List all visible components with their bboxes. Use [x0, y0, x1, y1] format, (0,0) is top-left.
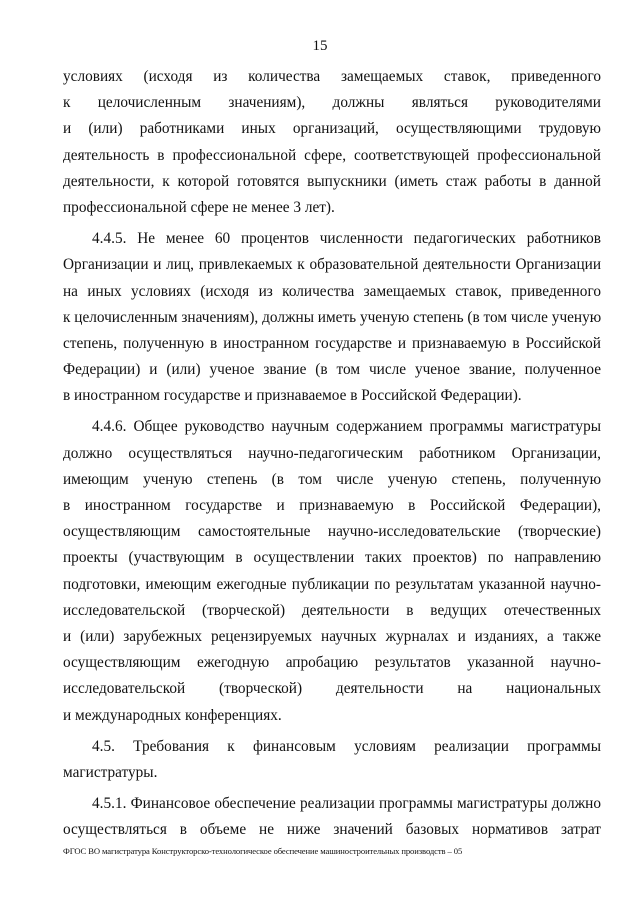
text-line: осуществляющим ежегодную апробацию результатов указанной научно-	[63, 654, 601, 672]
text-line: магистратуры.	[63, 763, 158, 781]
text-line: 4.5.1. Финансовое обеспечение реализации программы магистратуры должно	[92, 795, 601, 813]
text-line: и (или) зарубежных рецензируемых научных журналах и изданиях, а также	[63, 627, 601, 645]
text-line: Федерации) и (или) ученое звание (в том числе ученое звание, полученное	[63, 361, 601, 379]
text-line: Организации и лиц, привлекаемых к образовательной деятельности Организации	[63, 256, 601, 274]
text-line: и международных конференциях.	[63, 706, 282, 724]
text-line: 4.5. Требования к финансовым условиям реализации программы	[92, 737, 601, 755]
paragraph-continuation	[63, 64, 601, 221]
text-line: подготовки, имеющим ежегодные публикации по результатам указанной научно-	[63, 575, 601, 593]
text-line: имеющим ученую степень (в том числе ученую степень, полученную	[63, 470, 601, 488]
text-line: 4.4.5. Не менее 60 процентов численности педагогических работников	[92, 230, 601, 248]
text-line: осуществляющим самостоятельные научно-исследовательские (творческие)	[63, 523, 601, 541]
paragraph-4-4-5	[63, 226, 601, 409]
text-line: условиях (исходя из количества замещаемых ставок, приведенного	[63, 68, 601, 85]
text-line: осуществляться в объеме не ниже значений базовых нормативов затрат	[63, 821, 601, 839]
text-line: профессиональной сфере не менее 3 лет).	[63, 198, 335, 216]
text-line: к целочисленным значениям), должны являться руководителями	[63, 94, 601, 112]
text-line: к целочисленным значениям), должны иметь ученую степень (в том числе ученую	[63, 308, 602, 326]
text-line: 4.4.6. Общее руководство научным содержанием программы магистратуры	[92, 418, 601, 436]
paragraph-4-4-6	[63, 414, 601, 728]
document-body	[63, 64, 601, 843]
page-footer: ФГОС ВО магистратура Конструкторско-технологическое обеспечение машиностроительных производств – 05	[63, 846, 463, 856]
text-line: и (или) работниками иных организаций, осуществляющими трудовую	[63, 120, 601, 138]
text-line: в иностранном государстве и признаваемое в Российской Федерации).	[63, 387, 522, 405]
text-line: исследовательской (творческой) деятельности в ведущих отечественных	[63, 601, 601, 619]
text-line: деятельности, к которой готовятся выпускники (иметь стаж работы в данной	[63, 172, 601, 190]
text-line: на иных условиях (исходя из количества замещаемых ставок, приведенного	[63, 282, 601, 300]
text-line: в иностранном государстве и признаваемую в Российской Федерации),	[63, 497, 601, 514]
text-line: проекты (участвующим в осуществлении таких проектов) по направлению	[63, 549, 601, 567]
text-line: деятельность в профессиональной сфере, соответствующей профессиональной	[63, 146, 601, 164]
paragraph-4-5	[63, 734, 601, 786]
text-line: должно осуществляться научно-педагогическим работником Организации,	[63, 444, 601, 462]
text-line: исследовательской (творческой) деятельности на национальных	[63, 680, 601, 698]
paragraph-4-5-1	[63, 791, 601, 843]
text-line: степень, полученную в иностранном государстве и признаваемую в Российской	[63, 334, 601, 352]
page-number: 15	[312, 38, 328, 54]
